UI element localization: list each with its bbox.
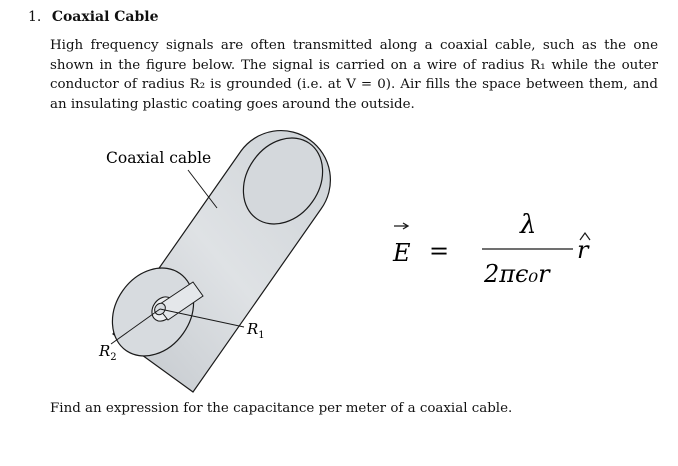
problem-number: 1. <box>28 9 42 25</box>
r1-label: $R_1$ <box>247 320 265 341</box>
eq-lhs-arrow <box>394 223 408 229</box>
figure-label-leader <box>188 170 217 208</box>
eq-equals: = <box>429 237 450 265</box>
figure-label: Coaxial cable <box>106 149 212 167</box>
eq-lhs: E <box>393 239 411 267</box>
problem-intro: High frequency signals are often transmitted along a coaxial cable, such as the one shown in the figure below. The signal is carried on a wire of radius R₁ while the outer conductor of radius R₂ is grounded (i.e. at V = 0). Air fills the space between them, and an insulating plastic coating goes around the outside. <box>50 38 658 112</box>
eq-numerator: λ <box>520 210 537 240</box>
r2-label: $R_2$ <box>99 342 117 363</box>
question-text: Find an expression for the capacitance per meter of a coaxial cable. <box>50 401 513 416</box>
eq-denominator: 2πϵ₀r <box>484 260 550 288</box>
eq-unit-vector: r <box>577 236 589 264</box>
problem-title: Coaxial Cable <box>51 9 159 25</box>
